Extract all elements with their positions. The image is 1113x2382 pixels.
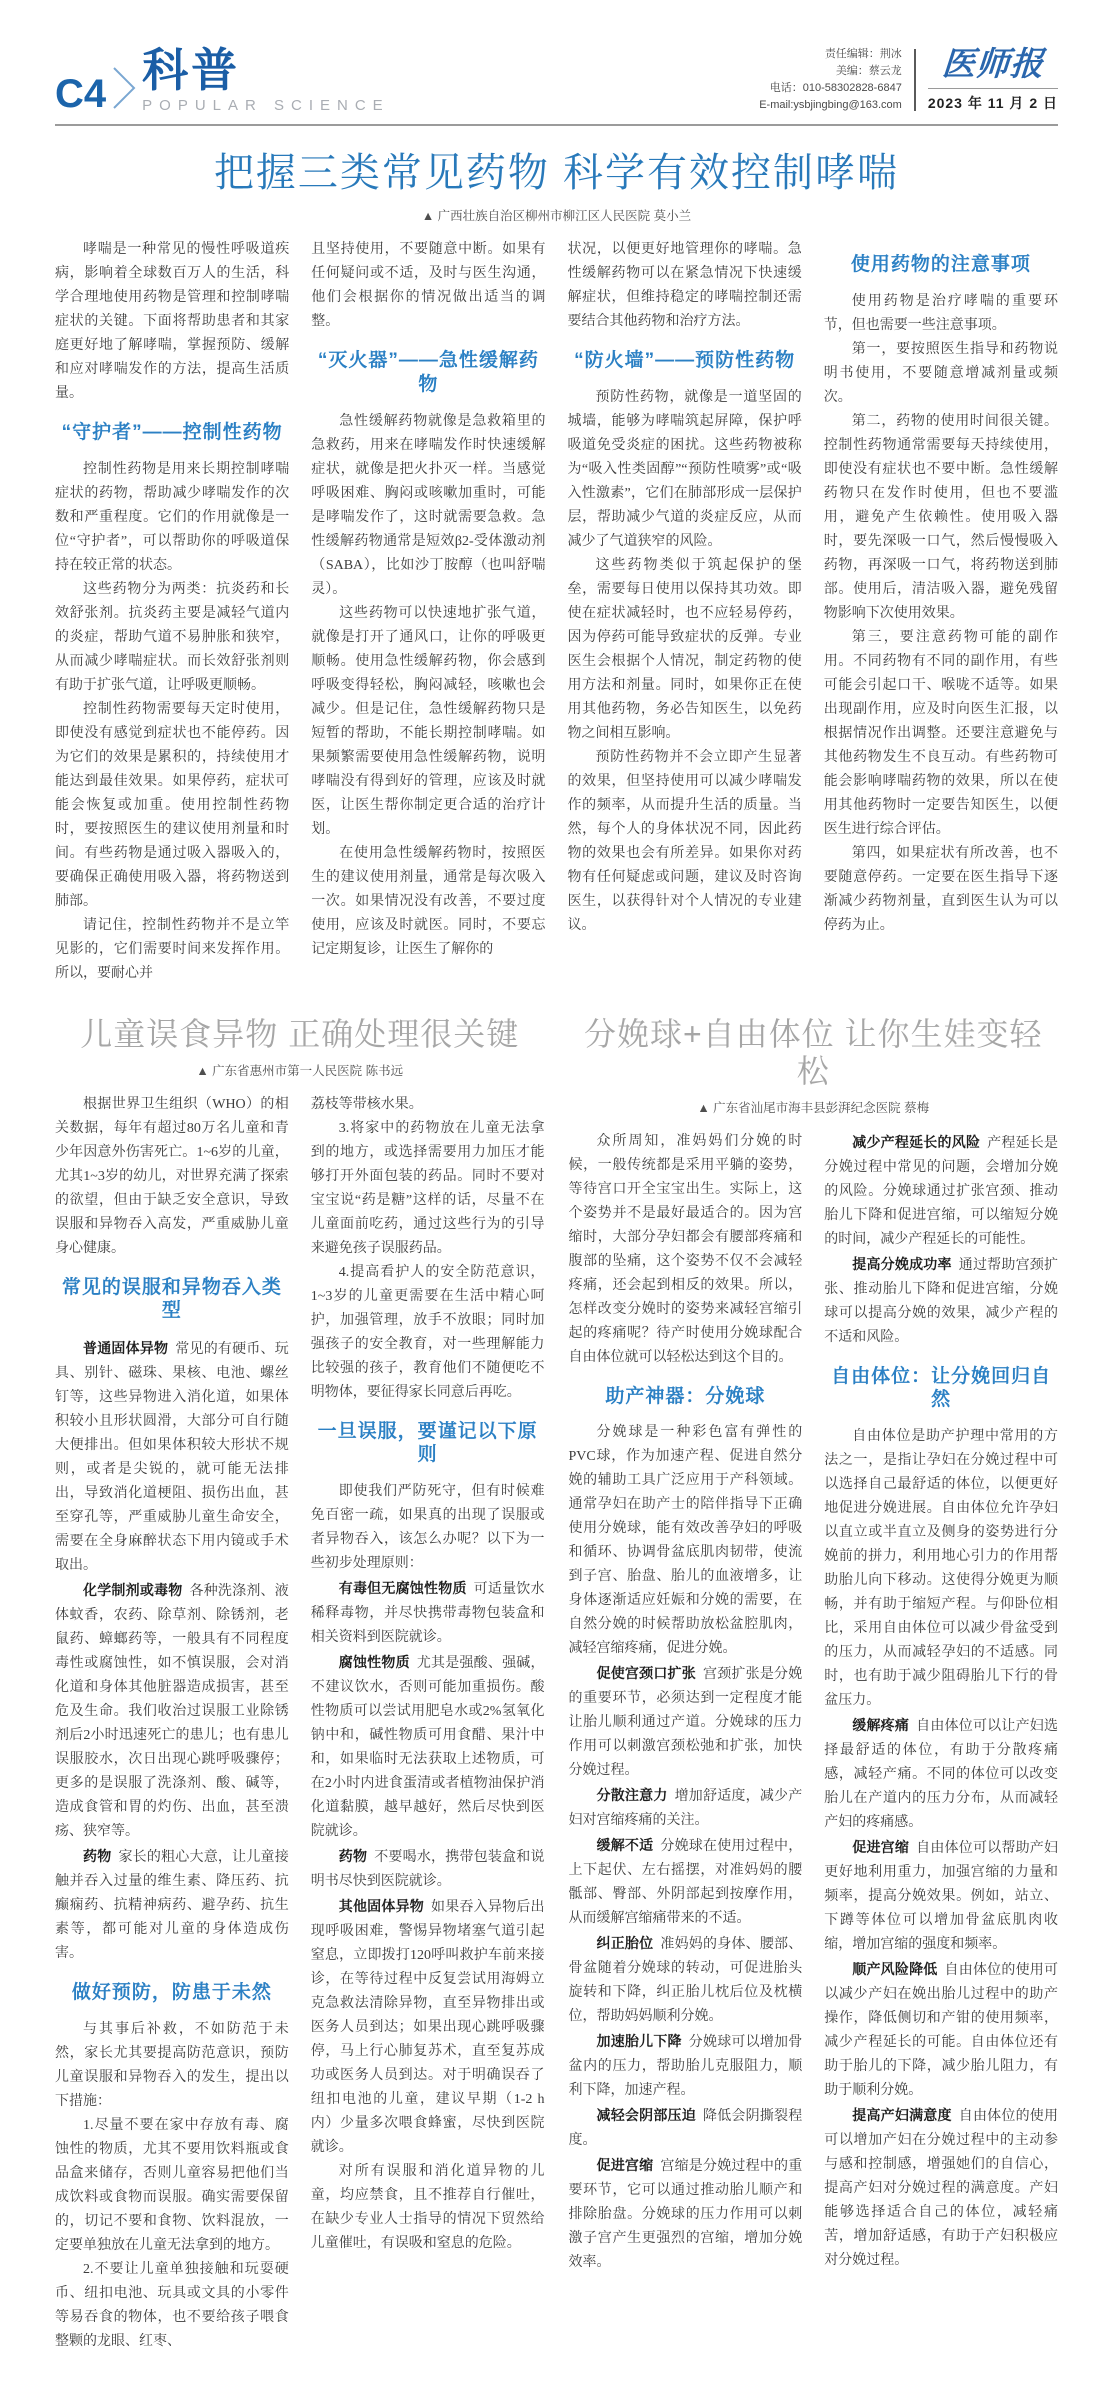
block-text: 产程延长是分娩过程中常见的问题，会增加分娩的风险。分娩球通过扩张宫颈、推动胎儿下降和促进宫缩，可以缩短分娩的时间，减少产程延长的可能性。 [824, 1135, 1059, 1247]
block-text: 哮喘是一种常见的慢性呼吸道疾病，影响着全球数百万人的生活，科学合理地使用药物是管理和控制哮喘症状的关键。下面将帮助患者和其家庭更好地了解哮喘，掌握预防、缓解和应对哮喘发作的方法，提高生活质量。 [55, 242, 290, 402]
text-block [568, 746, 802, 938]
block-text: 可适量饮水稀释毒物，并尽快携带毒物包装盒和相关资料到医院就诊。 [310, 1582, 545, 1646]
text-block [824, 2103, 1058, 2273]
text-block [311, 1650, 545, 1844]
text-block [569, 2029, 803, 2103]
block-lead: 有毒但无腐蚀性物质 [338, 1580, 467, 1597]
block-text: 第三，要注意药物可能的副作用。不同药物有不同的副作用，有些可能会引起口干、喉咙不适等。如果出现副作用，应及时向医生汇报，以根据情况作出调整。还要注意避免与其他药物发生不良互动。有些药物可能会影响哮喘药物的效果，所以在使用其他药物时一定要告知医生，以便医生进行综合评估。 [823, 629, 1058, 837]
article-column [311, 1093, 545, 2354]
text-block [824, 626, 1058, 842]
block-text: 自由体位可以帮助产妇更好地利用重力，加强宫缩的力量和频率，提高分娩效果。例如，站立、下蹲等体位可以增加骨盆底肌肉收缩，增加宫缩的强度和频率。 [824, 1841, 1059, 1953]
block-lead: 减轻会阴部压迫 [596, 2107, 696, 2124]
article-column [824, 238, 1058, 986]
text-block [568, 386, 802, 554]
text-block [55, 1981, 289, 2005]
article-column [55, 1093, 289, 2354]
text-block [568, 238, 802, 334]
text-block [311, 1894, 545, 2160]
text-block [55, 458, 289, 578]
text-block [569, 1421, 803, 1661]
article-byline: ▲ 广西壮族自治区柳州市柳江区人民医院 莫小兰 [421, 209, 692, 224]
block-text: 这些药物可以快速地扩张气道，就像是打开了通风口，让你的呼吸更顺畅。使用急性缓解药物，你会感到呼吸变得轻松，胸闷减轻，咳嗽也会减少。但是记住，急性缓解药物只是短暂的帮助，不能长期控制哮喘。如果频繁需要使用急性缓解药物，说明哮喘没有得到好的管理，应该及时就医，让医生帮你制定更合适的治疗计划。 [311, 605, 546, 837]
text-block [311, 842, 545, 962]
article-title: 把握三类常见药物 科学有效控制哮喘 [213, 151, 900, 196]
article-column [311, 238, 545, 986]
block-text: 请记住，控制性药物并不是立竿见影的，它们需要时间来发挥作用。所以，要耐心并 [55, 917, 290, 981]
article-columns [569, 1130, 1059, 2276]
block-text: 控制性药物需要每天定时使用，即使没有感觉到症状也不能停药。因为它们的效果是累积的，持续使用才能达到最佳效果。如果停药，症状可能会恢复或加重。使用控制性药物时，要按照医生的建议使用剂量和时间。有些药物是通过吸入器吸入的，要确保正确使用吸入器，将药物送到肺部。 [55, 701, 290, 909]
block-text: 尤其是强酸、强碱，不建议饮水，否则可能加重损伤。酸性物质可以尝试用肥皂水或2%氢氧化钠中和，碱性物质可用食醋、果汁中和，如果临时无法获取上述物质，可在2小时内进食蛋清或者植物油保护消化道黏膜，越早越好，然后尽快到医院就诊。 [310, 1656, 545, 1840]
masthead-block [759, 46, 1058, 114]
text-block [569, 1783, 803, 1833]
block-text: 助产神器：分娩球 [605, 1385, 766, 1407]
text-block [824, 290, 1058, 338]
block-text: 自由体位的使用可以增加产妇在分娩过程中的主动参与感和控制感，增强她们的自信心，提高产妇对分娩过程的满意度。产妇能够选择适合自己的体位，减轻痛苦，增加舒适感，有助于产妇积极应对分娩过程。 [824, 2109, 1059, 2269]
text-block [311, 1576, 545, 1650]
block-text: 4.提高看护人的安全防范意识，1~3岁的儿童更需要在生活中精心呵护，加强管理，放手不放眼；同时加强孩子的安全教育，对一些理解能力比较强的孩子，教育他们不随便吃不明物体，要征得家长同意后再吃。 [310, 1264, 545, 1400]
block-text: 如果吞入异物后出现呼吸困难，警惕异物堵塞气道引起窒息，立即拨打120呼叫救护车前来接诊，在等待过程中反复尝试用海姆立克急救法清除异物，直至异物排出或医务人员到达；如果出现心跳呼吸骤停，马上行心肺复苏术，直至复苏成功或医务人员到达。对于明确误吞了纽扣电池的儿童，建议早期（1-2 h 内）少量多次喂食蜂蜜，尽快到医院就诊。 [310, 1900, 545, 2156]
block-text: 增加舒适度，减少产妇对宫缩疼痛的关注。 [568, 1789, 803, 1829]
editor-line: 责任编辑：荆冰 [824, 48, 902, 60]
block-lead: 普通固体异物 [83, 1340, 169, 1357]
text-block [55, 578, 289, 698]
editor-line: 美编：蔡云龙 [835, 65, 902, 78]
text-block [311, 1261, 545, 1405]
text-block [824, 1130, 1058, 1252]
section-title: 科普 [142, 44, 241, 97]
text-block [824, 253, 1058, 277]
block-text: 预防性药物，就像是一道坚固的城墙，能够为哮喘筑起屏障，保护呼吸道免受炎症的困扰。这些药物被称为“吸入性类固醇”“预防性喷雾”或“吸入性激素”，它们在肺部形成一层保护层，帮助减少气道的炎症反应，从而减少了气道狭窄的风险。 [567, 389, 802, 549]
editor-line: 电话：010-58302828-6847 [769, 82, 902, 95]
text-block [55, 421, 289, 445]
block-text: 急性缓解药物就像是急救箱里的急救药，用来在哮喘发作时快速缓解症状，就像是把火扑灭一样。当感觉呼吸困难、胸闷或咳嗽加重时，可能是哮喘发作了，这时就需要急救。急性缓解药物通常是短效β2-受体激动剂（SABA），比如沙丁胺醇（也叫舒喘灵）。 [311, 413, 546, 597]
text-block [824, 1835, 1058, 1957]
text-block [569, 2103, 803, 2153]
article-title: 儿童误食异物 正确处理很关键 [80, 1015, 520, 1052]
text-block [55, 1093, 289, 1261]
block-text: 这些药物类似于筑起保护的堡垒，需要每日使用以保持其功效。即使在症状减轻时，也不应轻易停药，因为停药可能导致症状的反弹。专业医生会根据个人情况，制定药物的使用方法和剂量。同时，如果你正在使用其他药物，务必告知医生，以免药物之间相互影响。 [567, 557, 802, 741]
text-block [568, 554, 802, 746]
text-block [568, 349, 802, 373]
section-subtitle: POPULAR SCIENCE [142, 97, 390, 115]
block-text: 分娩球是一种彩色富有弹性的PVC球，作为加速产程、促进自然分娩的辅助工具广泛应用于产科领域。通常孕妇在助产士的陪伴指导下正确使用分娩球，能有效改善孕妇的呼吸和循环、协调骨盆底肌肉韧带，使流到子宫、胎盘、胎儿的血液增多，让身体逐渐适应妊娠和分娩的需要，在自然分娩的时候帮助放松盆腔肌肉，减轻宫缩疼痛，促进分娩。 [568, 1425, 803, 1657]
article-column [568, 238, 802, 986]
header-divider [914, 49, 916, 111]
text-block [824, 1252, 1058, 1350]
article-byline: ▲ 广东省惠州市第一人民医院 陈书远 [196, 1063, 404, 1078]
block-text: 荔枝等带核水果。 [310, 1096, 423, 1112]
block-text: 准妈妈的身体、腰部、骨盆随着分娩球的转动，可促进胎头旋转和下降，纠正胎儿枕后位及枕横位，帮助妈妈顺利分娩。 [568, 1937, 803, 2025]
text-block [311, 2160, 545, 2256]
block-text: 众所周知，准妈妈们分娩的时候，一般传统都是采用平躺的姿势，等待宫口开全宝宝出生。实际上，这个姿势并不是最好最适合的。因为宫缩时，大部分孕妇都会有腰部疼痛和腹部的坠痛，这个姿势不仅不会减轻疼痛，还会起到相反的效果。所以，怎样改变分娩时的姿势来减轻宫缩引起的疼痛呢？待产时使用分娩球配合自由体位就可以轻松达到这个目的。 [568, 1133, 803, 1365]
block-text: 家长的粗心大意，让儿童接触并吞入过量的维生素、降压药、抗癫痫药、抗精神病药、避孕药、抗生素等，都可能对儿童的身体造成伤害。 [55, 1850, 289, 1962]
issue-date: 2023 年 11 月 2 日 [928, 88, 1058, 113]
section-title-group [142, 44, 390, 115]
block-lead: 缓解不适 [596, 1837, 654, 1854]
block-text: “灭火器”——急性缓解药物 [317, 350, 539, 395]
block-text: 对所有误服和消化道异物的儿童，均应禁食，且不推荐自行催吐，在缺少专业人士指导的情况下贸然给儿童催吐，有误吸和窒息的危险。 [310, 2164, 545, 2252]
text-block [569, 1661, 803, 1783]
text-block [311, 410, 545, 602]
article-columns [55, 238, 1058, 986]
block-lead: 药物 [83, 1848, 112, 1865]
block-lead: 提高产妇满意度 [852, 2107, 952, 2124]
text-block [311, 1420, 545, 1468]
block-text: 降低会阴撕裂程度。 [568, 2109, 803, 2149]
text-block [55, 2114, 289, 2258]
article-column [55, 238, 289, 986]
block-lead: 其他固体异物 [338, 1898, 425, 1915]
block-lead: 促进宫缩 [596, 2157, 654, 2174]
block-lead: 分散注意力 [596, 1787, 668, 1804]
block-text: “守护者”——控制性药物 [61, 422, 283, 444]
text-block [824, 1425, 1058, 1713]
block-text: 分娩球在使用过程中，上下起伏、左右摇摆，对准妈妈的腰骶部、臀部、外阴部起到按摩作用，从而缓解宫缩痛带来的不适。 [568, 1839, 803, 1927]
text-block [55, 1844, 289, 1966]
text-block [311, 1093, 545, 1117]
block-text: “防火墙”——预防性药物 [574, 350, 796, 372]
block-lead: 纠正胎位 [596, 1935, 654, 1952]
text-block [311, 1844, 545, 1894]
header-rule [55, 124, 1058, 126]
block-text: 即使我们严防死守，但有时候难免百密一疏，如果真的出现了误服或者异物吞入，该怎么办呢？以下为一些初步处理原则： [310, 1484, 545, 1572]
text-block [55, 914, 289, 986]
bottom-section [55, 1012, 1058, 2354]
block-text: 常见的误服和异物吞入类型 [61, 1276, 282, 1322]
block-text: 做好预防，防患于未然 [71, 1982, 272, 2004]
block-lead: 缓解疼痛 [852, 1717, 910, 1734]
text-block [55, 238, 289, 406]
article-columns [55, 1093, 545, 2354]
text-block [824, 1957, 1058, 2103]
text-block [55, 2018, 289, 2114]
block-text: 3.将家中的药物放在儿童无法拿到的地方，或选择需要用力加压才能够打开外面包装的药品。同时不要对宝宝说“药是糖”这样的话，尽量不在儿童面前吃药，通过这些行为的引导来避免孩子误服药品。 [310, 1120, 545, 1256]
block-text: 1.尽量不要在家中存放有毒、腐蚀性的物质，尤其不要用饮料瓶或食品盒来储存，否则儿童容易把他们当成饮料或食物而误服。确实需要保留的，切记不要和食物、饮料混放，一定要单独放在儿童无法拿到的地方。 [55, 2117, 289, 2253]
block-text: 第一，要按照医生指导和药物说明书使用，不要随意增减剂量或频次。 [823, 341, 1058, 405]
block-text: 根据世界卫生组织（WHO）的相关数据，每年有超过80万名儿童和青少年因意外伤害死亡。1~6岁的儿童，尤其1~3岁的幼儿，对世界充满了探索的欲望，但由于缺乏安全意识，导致误服和异物吞入高发，严重威胁儿童身心健康。 [55, 1096, 289, 1256]
text-block [55, 1336, 289, 1578]
text-block [824, 1713, 1058, 1835]
article-title: 分娩球+自由体位 让你生娃变轻松 [583, 1015, 1043, 1089]
article-birthing-ball [569, 1012, 1059, 2354]
text-block [569, 1130, 803, 1370]
text-block [569, 1385, 803, 1409]
email-line: E-mail:ysbjingbing@163.com [759, 99, 902, 112]
text-block [311, 602, 545, 842]
masthead-logo: 医师报 [940, 47, 1046, 84]
block-text: 与其事后补救，不如防范于未然，家长尤其要提高防范意识，预防儿童误服和异物吞入的发生，提出以下措施： [55, 2021, 289, 2109]
block-lead: 化学制剂或毒物 [83, 1582, 183, 1599]
text-block [824, 338, 1058, 410]
block-lead: 腐蚀性物质 [338, 1654, 410, 1671]
block-text: 宫缩是分娩过程中的重要环节，它可以通过推动胎儿顺产和排除胎盘。分娩球的压力作用可以刺激子宫产生更强烈的宫缩，增加分娩效率。 [568, 2159, 803, 2271]
block-text: 分娩球可以增加骨盆内的压力，帮助胎儿克服阻力，顺利下降，加速产程。 [568, 2035, 803, 2099]
page-header [55, 44, 1058, 117]
block-lead: 促进宫缩 [852, 1839, 910, 1856]
section-banner [55, 44, 390, 117]
block-text: 不要喝水，携带包装盒和说明书尽快到医院就诊。 [310, 1850, 545, 1890]
block-lead: 提高分娩成功率 [852, 1255, 952, 1272]
block-text: 使用药物是治疗哮喘的重要环节，但也需要一些注意事项。 [823, 293, 1058, 333]
text-block [55, 2258, 289, 2354]
block-text: 第二，药物的使用时间很关键。控制性药物通常需要每天持续使用，即使没有症状也不要中断。急性缓解药物只在发作时使用，但也不要滥用，避免产生依赖性。使用吸入器时，要先深吸一口气，然后慢慢吸入药物，再深吸一口气，将药物送到肺部。使用后，清洁吸入器，避免残留物影响下次使用效果。 [823, 413, 1058, 621]
block-text: 通过帮助宫颈扩张、推动胎儿下降和促进宫缩，分娩球可以提高分娩的效果，减少产程的不适和风险。 [824, 1257, 1059, 1345]
article-asthma [55, 150, 1058, 986]
text-block [569, 1833, 803, 1931]
block-text: 一旦误服，要谨记以下原则 [317, 1420, 538, 1466]
text-block [824, 1365, 1058, 1413]
text-block [55, 1578, 289, 1844]
text-block [569, 1931, 803, 2029]
text-block [311, 238, 545, 334]
block-text: 自由体位的使用可以减少产妇在娩出胎儿过程中的助产操作，降低侧切和产钳的使用频率，减少产程延长的可能。自由体位还有助于胎儿的下降，减少胎儿阻力，有助于顺利分娩。 [824, 1963, 1059, 2099]
block-text: 第四，如果症状有所改善，也不要随意停药。一定要在医生指导下逐渐减少药物剂量，直到医生认为可以停药为止。 [823, 845, 1058, 933]
chevron-icon [112, 64, 138, 112]
text-block [311, 1480, 545, 1576]
text-block [311, 349, 545, 397]
page-number: C4 [55, 72, 107, 117]
block-lead: 促使宫颈口扩张 [596, 1665, 696, 1682]
masthead-group [928, 47, 1058, 112]
block-text: 宫颈扩张是分娩的重要环节，必须达到一定程度才能让胎儿顺利通过产道。分娩球的压力作用可以刺激宫颈松弛和扩张，加快分娩过程。 [568, 1667, 803, 1779]
block-text: 使用药物的注意事项 [850, 254, 1031, 276]
block-lead: 加速胎儿下降 [596, 2033, 682, 2050]
block-text: 这些药物分为两类：抗炎药和长效舒张剂。抗炎药主要是减轻气道内的炎症，帮助气道不易肿胀和狭窄，从而减少哮喘症状。而长效舒张剂则有助于扩张气道，让呼吸更顺畅。 [55, 581, 290, 693]
block-text: 自由体位是助产护理中常用的方法之一，是指让孕妇在分娩过程中可以选择自己最舒适的体位，以便更好地促进分娩进展。自由体位允许孕妇以直立或半直立及侧身的姿势进行分娩前的拼力，利用地心引力的作用帮助胎儿向下移动。这使得分娩更为顺畅，并有助于缩短产程。与仰卧位相比，采用自由体位可以减少骨盆受到的压力，从而减轻孕妇的不适感。同时，也有助于减少阻碍胎儿下行的骨盆压力。 [824, 1429, 1058, 1709]
article-byline: ▲ 广东省汕尾市海丰县彭湃纪念医院 蔡梅 [697, 1100, 930, 1115]
block-text: 2.不要让儿童单独接触和玩耍硬币、纽扣电池、玩具或文具的小零件等易吞食的物体，也不要给孩子喂食整颗的龙眼、红枣、 [55, 2261, 289, 2349]
block-text: 状况，以便更好地管理你的哮喘。急性缓解药物可以在紧急情况下快速缓解症状，但维持稳定的哮喘控制还需要结合其他药物和治疗方法。 [567, 242, 802, 330]
block-lead: 顺产风险降低 [852, 1961, 938, 1978]
text-block [311, 1117, 545, 1261]
text-block [55, 698, 289, 914]
block-lead: 减少产程延长的风险 [852, 1133, 981, 1150]
block-text: 预防性药物并不会立即产生显著的效果，但坚持使用可以减少哮喘发作的频率，从而提升生活的质量。当然，每个人的身体状况不同，因此药物的效果也会有所差异。如果你对药物有任何疑虑或问题，建议及时咨询医生，以获得针对个人情况的专业建议。 [567, 749, 802, 933]
block-text: 控制性药物是用来长期控制哮喘症状的药物，帮助减少哮喘发作的次数和严重程度。它们的作用就像是一位“守护者”，可以帮助你的呼吸道保持在较正常的状态。 [55, 461, 290, 573]
text-block [569, 2153, 803, 2275]
article-column [824, 1130, 1058, 2276]
text-block [824, 410, 1058, 626]
block-text: 在使用急性缓解药物时，按照医生的建议使用剂量，通常是每次吸入一次。如果情况没有改善，不要过度使用，应该及时就医。同时，不要忘记定期复诊，让医生了解你的 [311, 845, 546, 957]
editor-info [759, 46, 902, 114]
block-text: 常见的有硬币、玩具、别针、磁珠、果核、电池、螺丝钉等，这些异物进入消化道，如果体积较小且形状圆滑，大部分可自行随大便排出。但如果体积较大形状不规则，或者是尖锐的，就可能无法排出，导致消化道梗阻、损伤出血，甚至穿孔等，严重威胁儿童生命安全，需要在全身麻醉状态下用内镜或手术取出。 [55, 1342, 289, 1574]
block-lead: 药物 [338, 1848, 368, 1865]
text-block [824, 842, 1058, 938]
block-text: 自由体位可以让产妇选择最舒适的体位，有助于分散疼痛感，减轻产痛。不同的体位可以改变胎儿在产道内的压力分布，从而减轻产妇的疼痛感。 [824, 1719, 1059, 1831]
article-foreign-body [55, 1012, 545, 2354]
text-block [55, 1276, 289, 1324]
block-text: 自由体位：让分娩回归自然 [831, 1365, 1052, 1411]
block-text: 各种洗涤剂、液体蚊香，农药、除草剂、除锈剂，老鼠药、蟑螂药等，一般具有不同程度毒性或腐蚀性，如不慎误服，会对消化道和身体其他脏器造成损害，甚至危及生命。我们收治过误服工业除锈剂后2小时迅速死亡的患儿；也有患儿误服胶水，次日出现心跳呼吸骤停；更多的是误服了洗涤剂、酸、碱等，造成食管和胃的灼伤、出血，甚至溃疡、狭窄等。 [55, 1584, 289, 1840]
article-column [569, 1130, 803, 2276]
block-text: 且坚持使用，不要随意中断。如果有任何疑问或不适，及时与医生沟通，他们会根据你的情况做出适当的调整。 [311, 242, 546, 330]
